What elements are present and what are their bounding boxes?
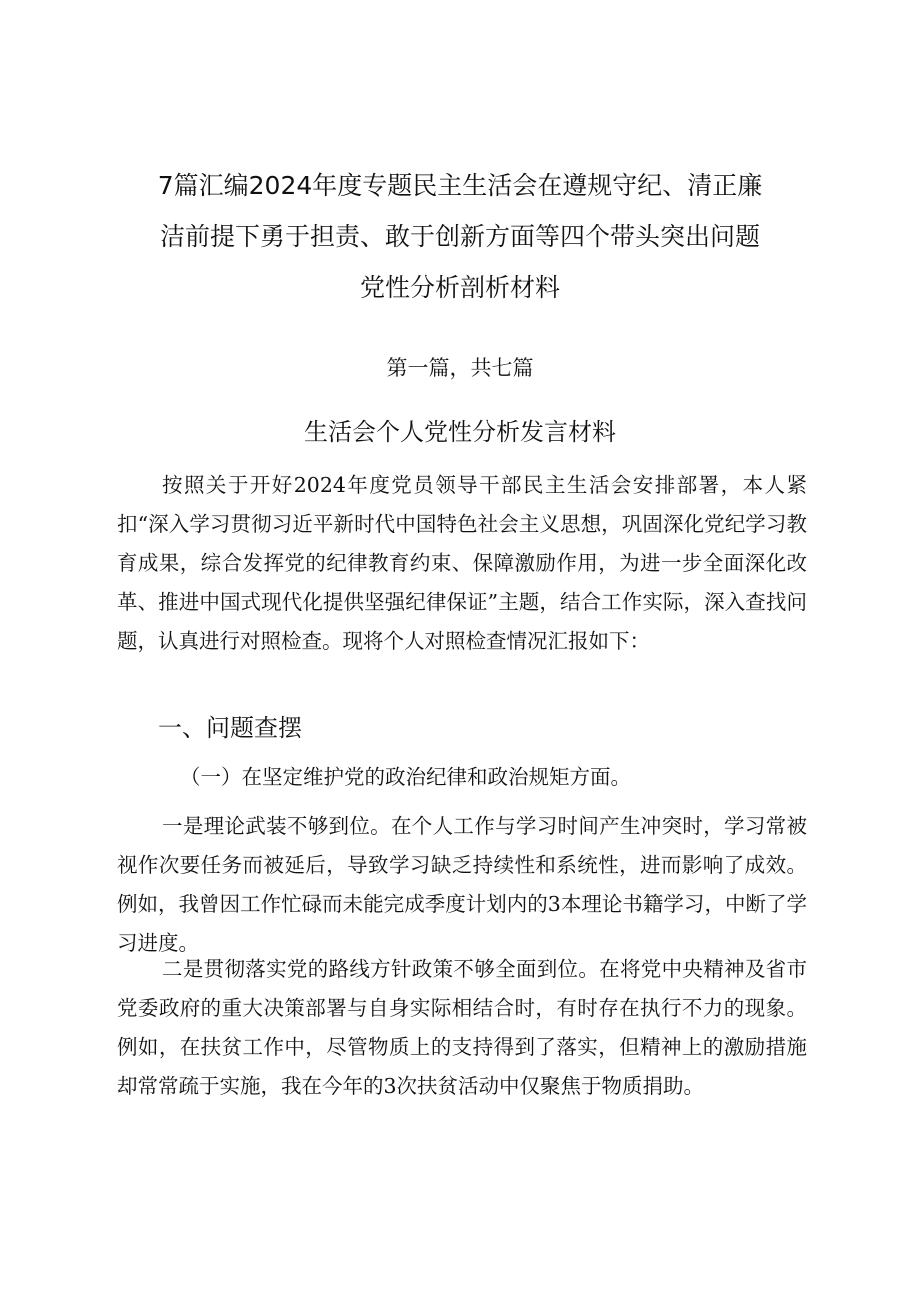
title-line-2: 洁前提下勇于担责、敢于创新方面等四个带头突出问题 (159, 222, 760, 251)
part-label: 第一篇，共七篇 (386, 356, 534, 380)
heading-problems: 一、问题查摆 (158, 714, 302, 742)
sub-heading-political-discipline: （一）在坚定维护党的政治纪律和政治规矩方面。 (180, 765, 631, 789)
title-line-3: 党性分析剖析材料 (359, 273, 560, 302)
document-title (120, 160, 800, 313)
section-title: 生活会个人党性分析发言材料 (304, 418, 616, 446)
title-line-1: 7篇汇编2024年度专题民主生活会在遵规守纪、清正廉 (157, 171, 763, 200)
paragraph-item-2: 二是贯彻落实党的路线方针政策不够全面到位。在将党中央精神及省市党委政府的重大决策部署与自身实际相结合时，有时存在执行不力的现象。例如，在扶贫工作中，尽管物质上的支持得到了落实，但精神上的激励措施却常常疏于实施，我在今年的3次扶贫活动中仅聚焦于物质捐助。 (117, 957, 807, 1098)
intro-paragraph: 按照关于开好2024年度党员领导干部民主生活会安排部署，本人紧扣“深入学习贯彻习近平新时代中国特色社会主义思想，巩固深化党纪学习教育成果，综合发挥党的纪律教育约束、保障激励作用，为进一步全面深化改革、推进中国式现代化提供坚强纪律保证”主题，结合工作实际，深入查找问题，认真进行对照检查。现将个人对照检查情况汇报如下： (117, 473, 807, 653)
paragraph-item-1: 一是理论武装不够到位。在个人工作与学习时间产生冲突时，学习常被视作次要任务而被延后，导致学习缺乏持续性和系统性，进而影响了成效。例如，我曾因工作忙碌而未能完成季度计划内的3本理论书籍学习，中断了学习进度。 (117, 814, 807, 955)
